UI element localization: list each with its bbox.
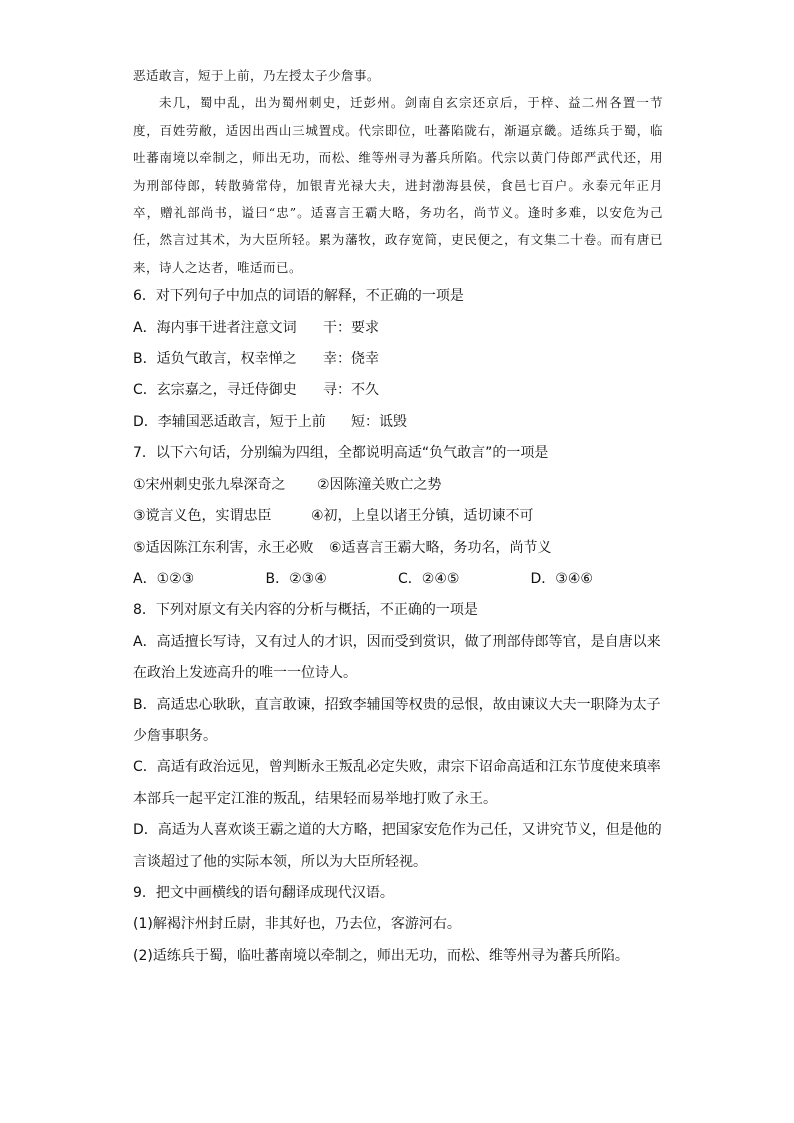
question-6-option-c <box>133 375 663 406</box>
option-a: A．①②③ <box>133 570 195 587</box>
statement-3: ③谠言义色，实谓忠臣 <box>133 508 272 525</box>
question-6-option-b <box>133 344 663 375</box>
question-8 <box>133 595 663 878</box>
passage-paragraph-2: 未几，蜀中乱，出为蜀州刺史，迁彭州。剑南自玄宗还京后，于梓、益二州各置一节度，百姓劳敝，适因出西山三城置戍。代宗即位，吐蕃陷陇右，渐逼京畿。适练兵于蜀，临吐蕃南境以牵制之，师出无功，而松、维等州寻为蕃兵所陷。代宗以黄门侍郎严武代还，用为刑部侍郎，转散骑常侍，加银青光禄大夫，进封渤海县侯，食邑七百户。永泰元年正月卒，赠礼部尚书，谥曰“忠”。适喜言王霸大略，务功名，尚节义。逢时多难，以安危为己任，然言过其术，为大臣所轻。累为藩牧，政存宽简，吏民便之，有文集二十卷。而有唐已来，诗人之达者，唯适而已。 <box>133 95 663 275</box>
statement-2: ②因陈潼关败亡之势 <box>317 476 442 493</box>
option-text: D．李辅国恶适敢言，短于上前 <box>133 413 326 430</box>
question-7-items-row-3 <box>133 533 663 564</box>
option-text: A．海内事干进者注意文词 <box>133 319 297 336</box>
question-7-items-row-2 <box>133 501 663 532</box>
statement-6: ⑥适喜言王霸大略，务功名，尚节义 <box>329 539 552 556</box>
question-7-items-row-1 <box>133 470 663 501</box>
option-d: D．③④⑥ <box>530 570 593 587</box>
question-8-option-d: D．高适为人喜欢谈王霸之道的大方略，把国家安危作为己任，又讲究节义，但是他的言谈超过了他的实际本领，所以为大臣所轻视。 <box>133 822 662 870</box>
statement-1: ①宋州刺史张九皋深奇之 <box>133 476 286 493</box>
question-9-item-1: (1)解褐汴州封丘尉，非其好也，乃去位，客游河右。 <box>133 916 461 933</box>
statement-5: ⑤适因陈江东利害，永王必败 <box>133 539 314 556</box>
question-6-option-d <box>133 407 663 438</box>
statement-4: ④初，上皇以诸王分镇，适切谏不可 <box>311 508 534 525</box>
classical-passage <box>133 62 663 281</box>
question-6-stem: 6．对下列句子中加点的词语的解释，不正确的一项是 <box>133 288 464 305</box>
option-gloss: 幸：侥幸 <box>323 351 379 368</box>
question-9-stem: 9．把文中画横线的语句翻译成现代汉语。 <box>133 884 394 901</box>
option-gloss: 干：要求 <box>323 319 379 336</box>
question-8-option-a: A．高适擅长写诗，又有过人的才识，因而受到赏识，做了刑部侍郎等官，是自唐以来在政治上发迹高升的唯一一位诗人。 <box>133 633 661 682</box>
question-9 <box>133 878 663 972</box>
option-text: B．适负气敢言，权幸惮之 <box>133 351 297 368</box>
question-6-option-a <box>133 313 663 344</box>
page-content <box>133 62 663 972</box>
option-text: C．玄宗嘉之，寻迁侍御史 <box>133 382 297 399</box>
option-gloss: 短：诋毁 <box>351 413 407 430</box>
question-8-stem: 8．下列对原文有关内容的分析与概括，不正确的一项是 <box>133 602 478 619</box>
option-c: C．②④⑤ <box>398 570 460 587</box>
question-8-option-c: C．高适有政治远见，曾判断永王叛乱必定失败，肃宗下诏命高适和江东节度使来瑱率本部兵一起平定江淮的叛乱，结果轻而易举地打败了永王。 <box>133 759 661 807</box>
option-gloss: 寻：不久 <box>323 382 379 399</box>
question-8-option-b: B．高适忠心耿耿，直言敢谏，招致李辅国等权贵的忌恨，故由谏议大夫一职降为太子少詹事职务。 <box>133 696 661 744</box>
passage-paragraph-1: 恶适敢言，短于上前，乃左授太子少詹事。 <box>133 68 381 83</box>
question-7-stem: 7．以下六句话，分别编为四组，全都说明高适“负气敢言”的一项是 <box>133 445 549 462</box>
question-7-options <box>133 564 663 595</box>
option-b: B．②③④ <box>265 570 327 587</box>
question-6 <box>133 281 663 438</box>
question-9-item-2: (2)适练兵于蜀，临吐蕃南境以牵制之，师出无功，而松、维等州寻为蕃兵所陷。 <box>133 947 629 964</box>
question-7 <box>133 438 663 595</box>
